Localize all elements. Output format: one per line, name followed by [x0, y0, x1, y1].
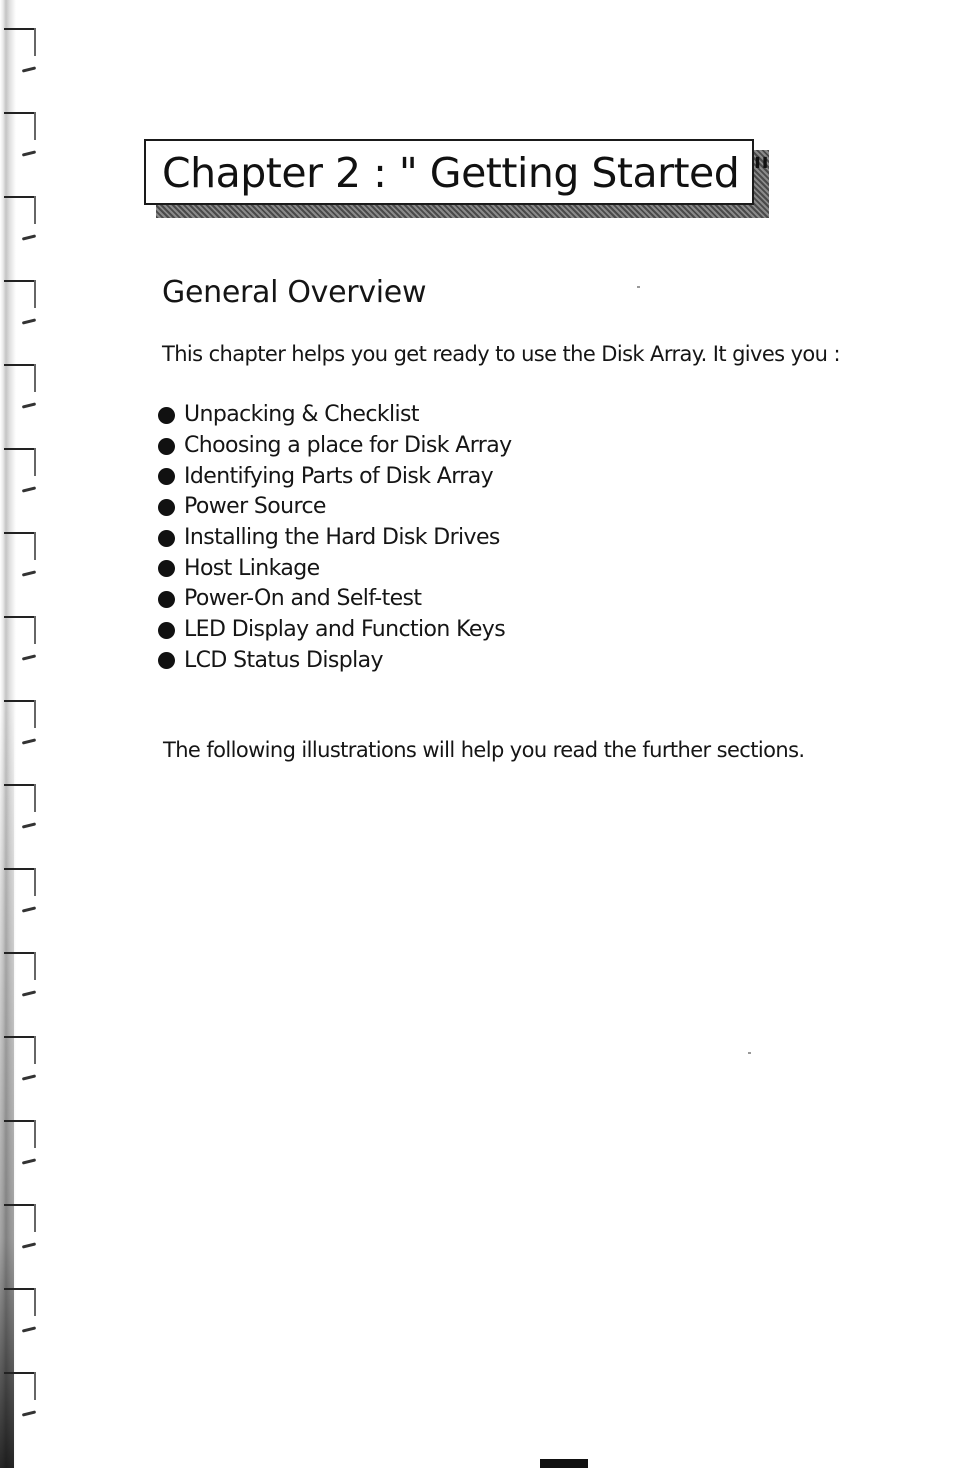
list-item — [158, 553, 512, 584]
list-item — [158, 461, 512, 492]
binding-hole — [4, 868, 34, 908]
list-item — [158, 431, 512, 462]
list-item-label: Installing the Hard Disk Drives — [184, 525, 500, 551]
list-item-label: Power Source — [184, 494, 326, 520]
bullet-icon — [158, 407, 175, 424]
scan-speck — [748, 1052, 751, 1054]
binding-hole — [4, 364, 34, 404]
list-item-label: LCD Status Display — [184, 647, 383, 673]
chapter-title: Chapter 2 : " Getting Started " — [162, 149, 771, 197]
binding-hole — [4, 784, 34, 824]
binding-hole — [4, 1288, 34, 1328]
intro-paragraph: This chapter helps you get ready to use the Disk Array. It gives you : — [162, 342, 840, 366]
bullet-icon — [158, 468, 175, 485]
binding-hole — [4, 1372, 34, 1412]
spiral-binding — [0, 0, 46, 1468]
list-item-label: Identifying Parts of Disk Array — [184, 463, 494, 489]
overview-list — [158, 400, 512, 676]
list-item — [158, 646, 512, 677]
bullet-icon — [158, 652, 175, 669]
bullet-icon — [158, 530, 175, 547]
scan-speck — [637, 286, 640, 288]
binding-hole — [4, 1204, 34, 1244]
outro-paragraph: The following illustrations will help you read the further sections. — [163, 738, 805, 762]
binding-hole — [4, 1120, 34, 1160]
chapter-title-box — [144, 139, 771, 205]
binding-hole — [4, 700, 34, 740]
binding-hole — [4, 28, 34, 68]
binding-hole — [4, 532, 34, 572]
bullet-icon — [158, 438, 175, 455]
bullet-icon — [158, 622, 175, 639]
list-item-label: Unpacking & Checklist — [184, 402, 419, 428]
bullet-icon — [158, 591, 175, 608]
page-number-tab — [540, 1459, 588, 1468]
bullet-icon — [158, 560, 175, 577]
list-item — [158, 400, 512, 431]
list-item-label: Choosing a place for Disk Array — [184, 433, 512, 459]
list-item — [158, 584, 512, 615]
binding-hole — [4, 112, 34, 152]
list-item — [158, 615, 512, 646]
list-item-label: Host Linkage — [184, 555, 320, 581]
list-item-label: LED Display and Function Keys — [184, 617, 506, 643]
binding-hole — [4, 952, 34, 992]
binding-hole — [4, 448, 34, 488]
binding-hole — [4, 280, 34, 320]
list-item — [158, 492, 512, 523]
section-heading: General Overview — [162, 275, 427, 310]
list-item-label: Power-On and Self-test — [184, 586, 422, 612]
binding-hole — [4, 1036, 34, 1076]
binding-hole — [4, 196, 34, 236]
bullet-icon — [158, 499, 175, 516]
list-item — [158, 523, 512, 554]
binding-hole — [4, 616, 34, 656]
